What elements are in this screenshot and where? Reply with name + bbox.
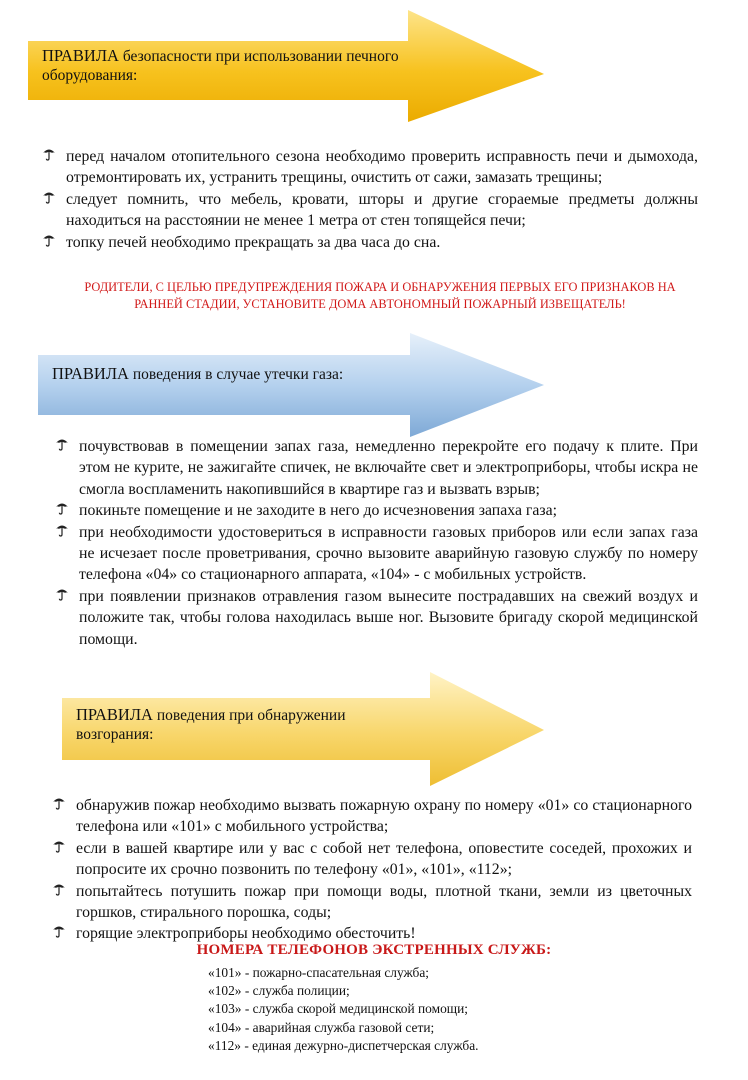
phone-item: «101» - пожарно-спасательная служба;	[208, 965, 430, 980]
list-item: попытайтесь потушить пожар при помощи воды, плотной ткани, земли из цветочных горшков, стирального порошка, соды;	[52, 881, 692, 924]
list-item: топку печей необходимо прекращать за два часа до сна.	[42, 232, 698, 253]
umbrella-icon	[52, 839, 66, 853]
list-item: при необходимости удостовериться в исправности газовых приборов или если запах газа не исчезает после проветривания, срочно вызовите аварийную газовую службу по номеру телефона «04» со стационарного аппарата, «104» - с мобильных устройств.	[55, 522, 698, 586]
umbrella-icon	[42, 190, 56, 204]
list-item: покиньте помещение и не заходите в него до исчезновения запаха газа;	[55, 500, 698, 521]
section2-list	[55, 436, 698, 650]
section1-arrow-banner	[28, 8, 548, 126]
phone-item: «104» - аварийная служба газовой сети;	[208, 1019, 435, 1035]
umbrella-icon	[52, 796, 66, 810]
section3-list	[52, 795, 692, 945]
umbrella-icon	[52, 924, 66, 938]
section3-title: ПРАВИЛА поведения при обнаружении возгорания:	[76, 705, 346, 743]
phones-title: НОМЕРА ТЕЛЕФОНОВ ЭКСТРЕННЫХ СЛУЖБ:	[196, 942, 552, 958]
umbrella-icon	[55, 501, 69, 515]
section3-arrow-banner	[62, 672, 548, 788]
list-item: следует помнить, что мебель, кровати, шторы и другие сгораемые предметы должны находиться на расстоянии не менее 1 метра от стен топящейся печи;	[42, 189, 698, 232]
section2-title: ПРАВИЛА поведения в случае утечки газа:	[52, 364, 344, 383]
list-item: почувствовав в помещении запах газа, немедленно перекройте его подачу к плите. При этом не курите, не зажигайте спичек, не включайте свет и электроприборы, чтобы искра не смогла воспламенить накопившийся в квартире газ и вызвать взрыв;	[55, 436, 698, 500]
umbrella-icon	[52, 882, 66, 896]
list-item: при появлении признаков отравления газом вынесите пострадавших на свежий воздух и положите так, чтобы голова находилась выше ног. Вызовите бригаду скорой медицинской помощи.	[55, 586, 698, 650]
list-item: обнаружив пожар необходимо вызвать пожарную охрану по номеру «01» со стационарного телефона или «101» с мобильного устройства;	[52, 795, 692, 838]
umbrella-icon	[42, 233, 56, 247]
section2-arrow-banner	[38, 333, 548, 439]
umbrella-icon	[55, 523, 69, 537]
umbrella-icon	[42, 147, 56, 161]
section1-list	[42, 146, 698, 253]
phone-item: «102» - служба полиции;	[208, 983, 350, 999]
phone-item: «103» - служба скорой медицинской помощи;	[208, 1001, 468, 1017]
umbrella-icon	[55, 587, 69, 601]
list-item: перед началом отопительного сезона необходимо проверить исправность печи и дымохода, отремонтировать их, устранить трещины, очистить от сажи, замазать трещины;	[42, 146, 698, 189]
umbrella-icon	[55, 437, 69, 451]
section1-title: ПРАВИЛА безопасности при использовании печного оборудования:	[42, 46, 399, 84]
phone-item: «112» - единая дежурно-диспетчерская служба.	[208, 1037, 479, 1053]
phones-list	[208, 964, 479, 1055]
list-item: горящие электроприборы необходимо обесточить!	[52, 923, 692, 944]
alert-message: РОДИТЕЛИ, С ЦЕЛЬЮ ПРЕДУПРЕЖДЕНИЯ ПОЖАРА И ОБНАРУЖЕНИЯ ПЕРВЫХ ЕГО ПРИЗНАКОВ НА РАННЕЙ СТАДИИ, УСТАНОВИТЕ ДОМА АВТОНОМНЫЙ ПОЖАРНЫЙ ИЗВЕЩАТЕЛЬ!	[84, 280, 676, 311]
arrow-shape	[38, 333, 548, 439]
list-item: если в вашей квартире или у вас с собой нет телефона, оповестите соседей, прохожих и попросите их срочно позвонить по телефону «01», «101», «112»;	[52, 838, 692, 881]
